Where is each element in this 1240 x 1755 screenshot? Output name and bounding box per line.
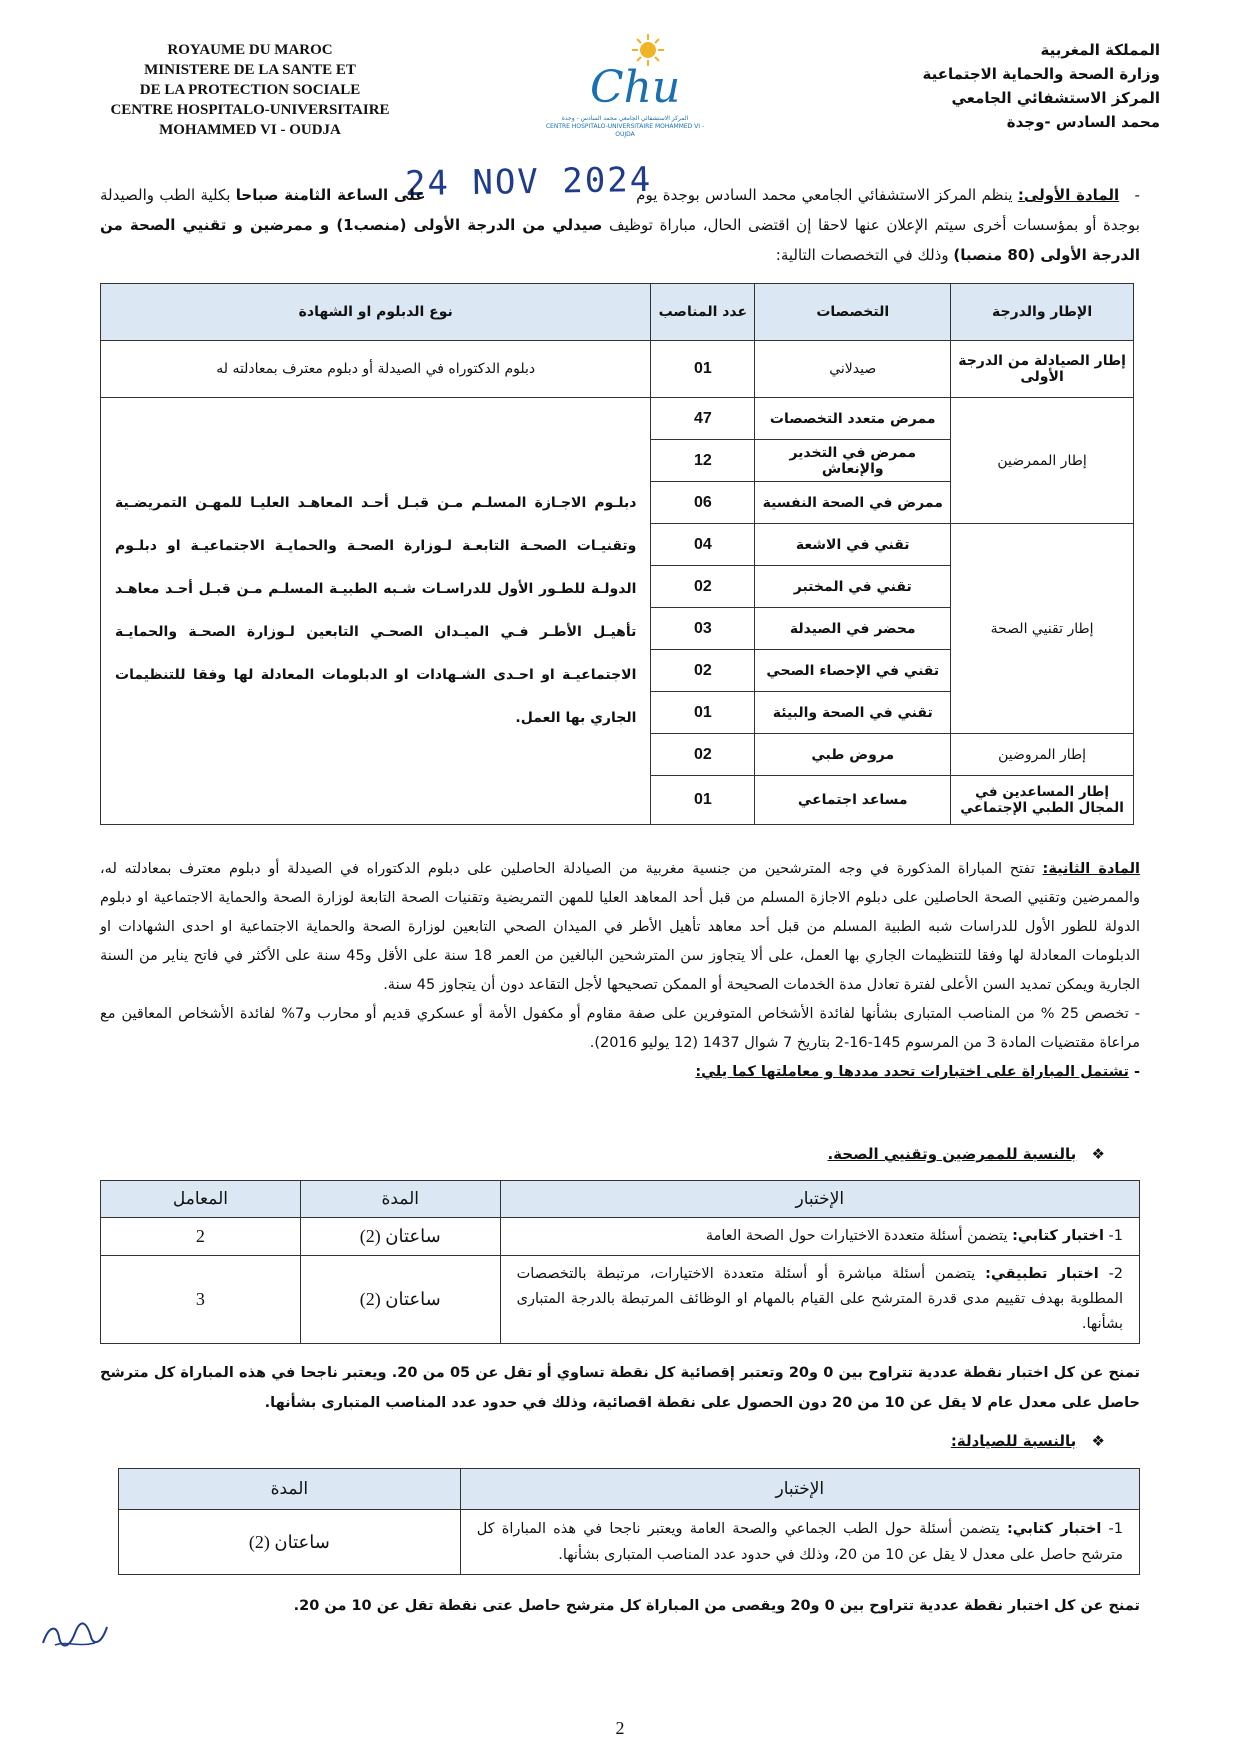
header-duration: المدة [300, 1181, 500, 1218]
logo-text: Chu [590, 62, 681, 113]
article-1-title: المادة الأولى: [1017, 186, 1120, 204]
header-specialty: التخصصات [755, 284, 951, 341]
exams-table-pharm [118, 1468, 1140, 1575]
ar-line: المملكة المغربية [1040, 41, 1160, 59]
header-coef: المعامل [101, 1181, 301, 1218]
article-1: - المادة الأولى: ينظم المركز الاستشفائي الجامعي محمد السادس بوجدة يوم على الساعة الثامنة صباحا بكلية الطب والصيدلة بوجدة أو بمؤسسات أخرى سيتم الإعلان عنها لاحقا إن اقتضى الحال، مباراة توظيف صيدلي من الدرجة الأولى (منصب1) و ممرضين و تقنيي الصحة من الدرجة الأولى (80 منصبا) وذلك في التخصصات التالية: [100, 186, 1140, 264]
specialty-cell: ممرض في الصحة النفسية [755, 482, 951, 524]
logo-caption-ar: المركز الاستشفائي الجامعي محمد السادس - وجدة [561, 115, 689, 122]
positions-table [100, 283, 1134, 825]
article-1-text-c: بكلية الطب والصيدلة بوجدة أو بمؤسسات أخرى سيتم الإعلان عنها لاحقا إن اقتضى الحال، مباراة توظيف [100, 186, 1140, 234]
article-1-text-b: على الساعة الثامنة صباحا [235, 186, 426, 204]
fr-line: DE LA PROTECTION SOCIALE [139, 82, 361, 98]
duration-cell: ساعتان (2) [300, 1256, 500, 1344]
diploma-cell: دبلوم الدكتوراه في الصيدلة أو دبلوم معترف بمعادلته له [101, 341, 651, 398]
article-2-title: المادة الثانية: [1042, 861, 1140, 877]
article-2-p3: تشتمل المباراة على اختبارات تحدد مددها و معاملتها كما يلي: [695, 1064, 1129, 1080]
count-cell: 12 [651, 440, 755, 482]
exam-text: يتضمن أسئلة حول الطب الجماعي والصحة العامة ويعتبر ناجحا في هذه المباراة كل مترشح حاصل على معدل لا يقل عن 10 من 20، وذلك في حدود عدد المناصب المتبارى بشأنها. [476, 1521, 1123, 1563]
coef-cell: 3 [101, 1256, 301, 1344]
coef-cell: 2 [101, 1218, 301, 1256]
exam-text: يتضمن أسئلة مباشرة أو أسئلة متعددة الاختيارات، مرتبطة بالتخصصات المطلوبة بهدف تقييم مدى قدرة المترشح على القيام بالمهام او الوظائف المرتبطة بالدرجة المتبارى بشأنها. [516, 1266, 1123, 1332]
date-stamp: 24 NOV 2024 [404, 159, 653, 205]
table-row [101, 1218, 1140, 1256]
count-cell: 02 [651, 734, 755, 776]
ar-line: المركز الاستشفائي الجامعي [951, 89, 1160, 107]
exams-table-nurses [100, 1180, 1140, 1344]
ar-line: محمد السادس -وجدة [1006, 113, 1160, 131]
article-2-p2: تخصص 25 % من المناصب المتبارى بشأنها لفائدة الأشخاص المتوفرين على صفة مقاوم أو مكفول الأمة أو عسكري قديم أو محارب و7% لفائدة الأشخاص المعاقين مع مراعاة مقتضيات المادة 3 من المرسوم 145-16-2 بتاريخ 7 شوال 1437 (12 يوليو 2016). [100, 1006, 1140, 1051]
table-row [101, 398, 1134, 440]
count-cell: 02 [651, 566, 755, 608]
specialty-cell: ممرض متعدد التخصصات [755, 398, 951, 440]
exam-num: 2- [1108, 1266, 1124, 1282]
header-duration: المدة [119, 1469, 461, 1510]
header-french [60, 40, 440, 140]
fr-line: MOHAMMED VI - OUDJA [159, 122, 341, 138]
scoring-rule: تمنح عن كل اختبار نقطة عددية تتراوح بين 0 و20 وتعتبر إقصائية كل نقطة تساوي أو تقل عن 05 من 20. ويعتبر ناجحا في هذه المباراة كل مترشح حاصل على معدل عام لا يقل عن 10 من 20 دون الحصول على نقطة اقصائية، وذلك في حدود عدد المناصب المتبارى بشأنها. [100, 1365, 1140, 1411]
header-exam: الإختبار [460, 1469, 1139, 1510]
frame-nurses: إطار الممرضين [951, 398, 1134, 524]
diamond-bullet-icon: ❖ [1091, 1145, 1105, 1163]
fr-line: MINISTERE DE LA SANTE ET [144, 62, 356, 78]
frame-rehab: إطار المروضين [951, 734, 1134, 776]
article-2: المادة الثانية: تفتح المباراة المذكورة في وجه المترشحين من جنسية مغربية من الصيادلة الحاصلين على دبلوم الدكتوراه في الصيدلة أو دبلوم معترف بمعادلته له، والممرضين وتقنيي الصحة الحاصلين على دبلوم الاجازة المسلم من قبل أحد المعاهد العليا للمهن التمريضية وتقنيات الصحة التابعة لوزارة الصحة والحماية الاجتماعية او دبلوم الدولة للطور الأول للدراسات شبه الطبية المسلم من قبل أحد معاهد تأهيل الأطر في الميدان الصحي التابعين لوزارة الصحة والحماية الاجتماعية او احدى الشهادات او الدبلومات المعادلة لها وفقا للتنظيمات الجاري بها العمل، على ألا يتجاوز سن المترشحين البالغين من العمر 18 سنة على الأقل و45 سنة على الأكثر في فاتح يناير من السنة الجارية ويمكن تمديد السن الأعلى لفترة تعادل مدة الخدمات الصحيحة أو الممكن تصحيحها لأجل التقاعد دون أن يتجاوز 45 سنة. - تخصص 25 % من المناصب المتبارى بشأنها لفائدة الأشخاص المتوفرين على صفة مقاوم أو مكفول الأمة أو عسكري قديم أو محارب و7% لفائدة الأشخاص المعاقين مع مراعاة مقتضيات المادة 3 من المرسوم 145-16-2 بتاريخ 7 شوال 1437 (12 يوليو 2016). - تشتمل المباراة على اختبارات تحدد مددها و معاملتها كما يلي: [100, 861, 1140, 1080]
frame-pharm: إطار الصيادلة من الدرجة الأولى [951, 341, 1134, 398]
count-cell: 04 [651, 524, 755, 566]
table-row [101, 1256, 1140, 1344]
exam-desc [500, 1218, 1139, 1256]
ar-line: وزارة الصحة والحماية الاجتماعية [922, 65, 1160, 83]
article-1-text-a: ينظم المركز الاستشفائي الجامعي محمد السادس بوجدة يوم [636, 186, 1013, 204]
exam-text: يتضمن أسئلة متعددة الاختيارات حول الصحة العامة [705, 1228, 1008, 1244]
header-exam: الإختبار [500, 1181, 1139, 1218]
final-rule: تمنح عن كل اختبار نقطة عددية تتراوح بين 0 و20 ويقصى من المباراة كل مترشح حاصل عتى نقطة تقل عن 10 من 20. [293, 1598, 1140, 1614]
header-count: عدد المناصب [651, 284, 755, 341]
count-cell: 03 [651, 608, 755, 650]
frame-assist: إطار المساعدين في المجال الطبي الإجتماعي [951, 776, 1134, 825]
count-cell: 02 [651, 650, 755, 692]
table-row [119, 1510, 1140, 1575]
specialty-cell: مساعد اجتماعي [755, 776, 951, 825]
count-cell: 01 [651, 341, 755, 398]
article-2-p1: تفتح المباراة المذكورة في وجه المترشحين من جنسية مغربية من الصيادلة الحاصلين على دبلوم الدكتوراه في الصيدلة أو دبلوم معترف بمعادلته له، والممرضين وتقنيي الصحة الحاصلين على دبلوم الاجازة المسلم من قبل أحد المعاهد العليا للمهن التمريضية وتقنيات الصحة التابعة لوزارة الصحة والحماية الاجتماعية او دبلوم الدولة للطور الأول للدراسات شبه الطبية المسلم من قبل أحد معاهد تأهيل الأطر في الميدان الصحي التابعين لوزارة الصحة والحماية الاجتماعية او احدى الشهادات او الدبلومات المعادلة لها وفقا للتنظيمات الجاري بها العمل، على ألا يتجاوز سن المترشحين البالغين من العمر 18 سنة على الأقل و45 سنة على الأكثر في فاتح يناير من السنة الجارية ويمكن تمديد السن الأعلى لفترة تعادل مدة الخدمات الصحيحة أو الممكن تصحيحها لأجل التقاعد دون أن يتجاوز 45 سنة. [100, 861, 1140, 993]
table-header-row [101, 284, 1134, 341]
signature-scribble [35, 1615, 115, 1655]
count-cell: 06 [651, 482, 755, 524]
specialty-cell: تقني في الصحة والبيئة [755, 692, 951, 734]
article-1-text-d: صيدلي من الدرجة الأولى (منصب1) و ممرضين و تقنيي الصحة من الدرجة الأولى (80 منصبا) [100, 216, 1140, 264]
logo-caption-fr: CENTRE HOSPITALO-UNIVERSITAIRE MOHAMMED VI - OUJDA [545, 123, 705, 138]
table-header-row [119, 1469, 1140, 1510]
duration-cell: ساعتان (2) [119, 1510, 461, 1575]
count-cell: 01 [651, 692, 755, 734]
frame-techs: إطار تقنيي الصحة [951, 524, 1134, 734]
section-nurses [827, 1145, 1105, 1163]
exam-title: اختبار تطبيقي: [985, 1266, 1099, 1282]
duration-cell: ساعتان (2) [300, 1218, 500, 1256]
header-arabic [900, 38, 1160, 134]
fr-line: CENTRE HOSPITALO-UNIVERSITAIRE [110, 102, 390, 118]
exam-num: 1- [1108, 1521, 1124, 1537]
section-pharm-label: بالنسبة للصيادلة: [950, 1432, 1077, 1450]
diploma-long-cell: دبلـوم الاجـازة المسلـم مـن قبـل أحـد المعاهـد العليـا للمهـن التمريضـية وتقنيـات الصحـة التابعـة لـوزارة الصحـة والحمايـة الاجتماعيـة او دبلـوم الدولـة للطـور الأول للدراسـات شـبه الطبيـة المسلـم مـن قبـل أحـد معاهـد تأهيـل الأطـر فـي الميـدان الصحـي التابعين لـوزارة الصحـة والحمايـة الاجتماعيـة او احـدى الشـهادات او الدبلومات المعادلة لها وفقا للتنظيمات الجاري بها العمل. [101, 398, 651, 825]
fr-line: ROYAUME DU MAROC [167, 42, 333, 58]
exam-title: اختبار كتابي: [1006, 1521, 1102, 1537]
exam-desc [460, 1510, 1139, 1575]
logo-caption [540, 115, 710, 139]
page-number: 2 [615, 1718, 625, 1738]
specialty-cell: محضر في الصيدلة [755, 608, 951, 650]
header-diploma: نوع الدبلوم او الشهادة [101, 284, 651, 341]
specialty-cell: مروض طبي [755, 734, 951, 776]
section-nurses-label: بالنسبة للممرضين وتقنيي الصحة. [827, 1145, 1077, 1163]
specialty-cell: تقني في الإحصاء الصحي [755, 650, 951, 692]
specialty-cell: تقني في الاشعة [755, 524, 951, 566]
section-pharm [951, 1432, 1105, 1450]
specialty-cell: ممرض في التخدير والإنعاش [755, 440, 951, 482]
article-1-text-e: وذلك في التخصصات التالية: [775, 246, 949, 264]
diamond-bullet-icon: ❖ [1091, 1432, 1105, 1450]
specialty-cell: صيدلاني [755, 341, 951, 398]
table-row [101, 341, 1134, 398]
count-cell: 01 [651, 776, 755, 825]
header-frame: الإطار والدرجة [951, 284, 1134, 341]
specialty-cell: تقني في المختبر [755, 566, 951, 608]
exam-num: 1- [1108, 1228, 1123, 1244]
count-cell: 47 [651, 398, 755, 440]
exam-desc [500, 1256, 1139, 1344]
exam-title: اختبار كتابي: [1012, 1228, 1104, 1244]
table-header-row [101, 1181, 1140, 1218]
